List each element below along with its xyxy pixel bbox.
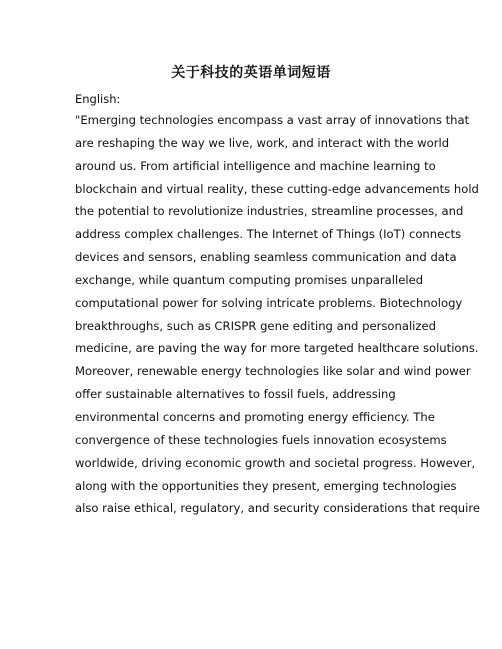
body-line: the potential to revolutionize industries, streamline processes, and	[75, 204, 464, 219]
body-line: devices and sensors, enabling seamless communication and data	[75, 250, 457, 265]
body-line: Moreover, renewable energy technologies like solar and wind power	[75, 364, 471, 379]
body-line: breakthroughs, such as CRISPR gene editing and personalized	[75, 318, 436, 333]
body-line: convergence of these technologies fuels innovation ecosystems	[75, 432, 447, 447]
body-line: "Emerging technologies encompass a vast array of innovations that	[75, 113, 470, 127]
document-title: 关于科技的英语单词短语	[171, 65, 331, 81]
body-line: exchange, while quantum computing promises unparalleled	[75, 272, 424, 287]
body-line: computational power for solving intricate problems. Biotechnology	[75, 295, 463, 310]
body-line: medicine, are paving the way for more targeted healthcare solutions.	[75, 341, 479, 356]
body-paragraph	[75, 111, 481, 522]
body-line: offer sustainable alternatives to fossil fuels, addressing	[75, 387, 396, 402]
body-line: blockchain and virtual reality, these cutting-edge advancements hold	[75, 181, 479, 196]
body-line: also raise ethical, regulatory, and security considerations that require	[75, 501, 481, 516]
body-line: along with the opportunities they present, emerging technologies	[75, 478, 457, 493]
body-line: environmental concerns and promoting energy efficiency. The	[75, 409, 435, 424]
body-line: around us. From artificial intelligence and machine learning to	[75, 158, 436, 173]
section-label: English:	[75, 92, 121, 106]
body-line: address complex challenges. The Internet of Things (IoT) connects	[75, 227, 462, 242]
body-line: worldwide, driving economic growth and societal progress. However,	[75, 455, 476, 470]
body-line: are reshaping the way we live, work, and interact with the world	[75, 135, 450, 150]
